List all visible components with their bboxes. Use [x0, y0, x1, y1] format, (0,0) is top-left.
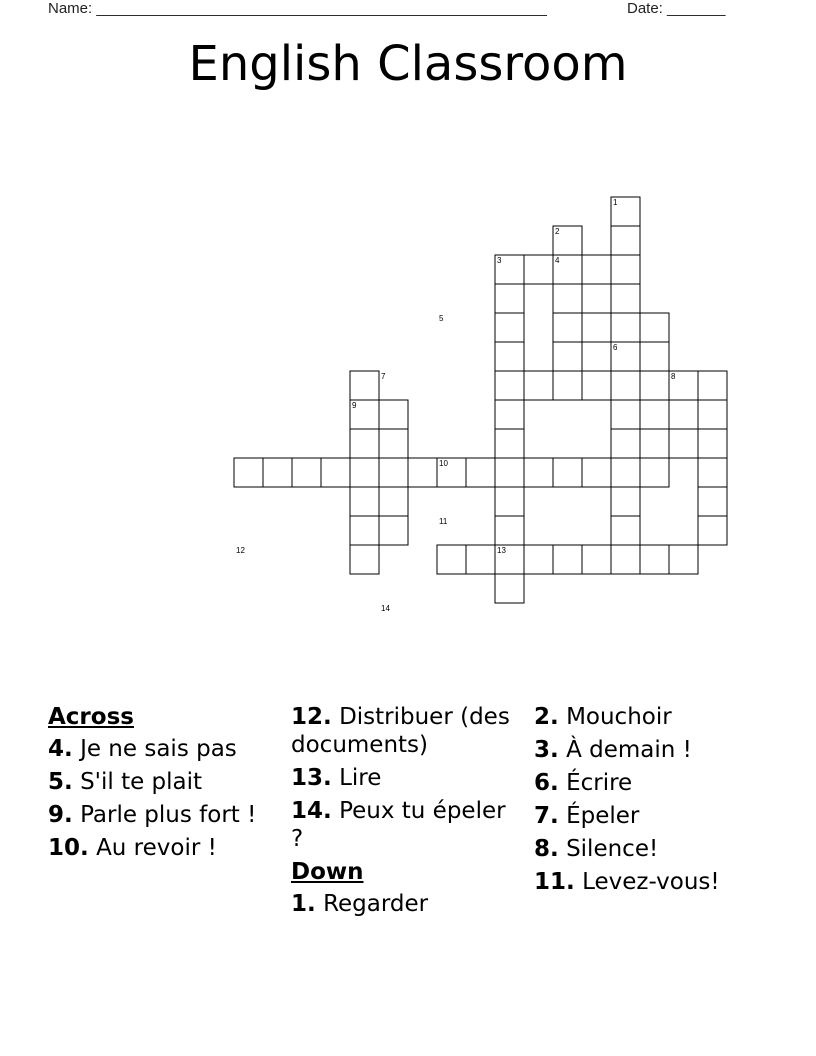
clue-down-7: 7. Épeler	[534, 803, 640, 829]
grid-cell[interactable]	[553, 458, 582, 487]
grid-cell[interactable]	[379, 487, 408, 516]
grid-cell[interactable]	[669, 429, 698, 458]
page-title: English Classroom	[188, 36, 628, 92]
grid-number: 4	[555, 256, 560, 265]
grid-cell[interactable]	[292, 458, 321, 487]
grid-cell[interactable]	[524, 255, 553, 284]
grid-cell[interactable]	[582, 255, 611, 284]
grid-cell[interactable]	[524, 545, 553, 574]
grid-cell[interactable]	[669, 545, 698, 574]
down-heading: Down	[291, 859, 364, 885]
clue-across-10: 10. Au revoir !	[48, 835, 217, 861]
grid-cell[interactable]	[466, 545, 495, 574]
grid-cell[interactable]	[611, 429, 640, 458]
clues-column-2	[291, 703, 516, 923]
grid-cell[interactable]	[350, 371, 379, 400]
clues-column-1	[48, 703, 268, 867]
grid-number: 9	[352, 401, 357, 410]
grid-cell[interactable]	[321, 458, 350, 487]
grid-number: 14	[381, 604, 390, 613]
grid-cell[interactable]	[611, 458, 640, 487]
grid-cell[interactable]	[698, 400, 727, 429]
grid-cell[interactable]	[495, 284, 524, 313]
grid-cell[interactable]	[640, 342, 669, 371]
grid-cell[interactable]	[611, 313, 640, 342]
grid-cell[interactable]	[611, 371, 640, 400]
grid-number: 6	[613, 343, 618, 352]
grid-number: 11	[439, 517, 448, 526]
grid-cell[interactable]	[466, 458, 495, 487]
clue-down-8: 8. Silence!	[534, 836, 659, 862]
grid-cell[interactable]	[640, 313, 669, 342]
grid-cell[interactable]	[611, 487, 640, 516]
grid-cell[interactable]	[524, 458, 553, 487]
clue-across-9: 9. Parle plus fort !	[48, 802, 257, 828]
grid-cell[interactable]	[379, 429, 408, 458]
grid-number: 7	[381, 372, 386, 381]
grid-cell[interactable]	[495, 400, 524, 429]
grid-cell[interactable]	[495, 371, 524, 400]
grid-number: 13	[497, 546, 506, 555]
grid-cell[interactable]	[495, 313, 524, 342]
date-field-label: Date: _______	[627, 0, 726, 17]
grid-cell[interactable]	[698, 487, 727, 516]
grid-number: 2	[555, 227, 560, 236]
grid-cell[interactable]	[698, 516, 727, 545]
clue-across-5: 5. S'il te plait	[48, 769, 203, 795]
grid-cell[interactable]	[640, 400, 669, 429]
grid-cell[interactable]	[698, 371, 727, 400]
grid-cell[interactable]	[350, 458, 379, 487]
grid-cell[interactable]	[234, 458, 263, 487]
grid-cell[interactable]	[611, 545, 640, 574]
clue-across-4: 4. Je ne sais pas	[48, 736, 237, 762]
grid-cell[interactable]	[553, 342, 582, 371]
clue-down-1: 1. Regarder	[291, 891, 429, 917]
grid-cell[interactable]	[553, 284, 582, 313]
grid-cell[interactable]	[582, 371, 611, 400]
clue-across-13: 13. Lire	[291, 765, 382, 791]
grid-cell[interactable]	[611, 516, 640, 545]
grid-cell[interactable]	[437, 545, 466, 574]
across-heading: Across	[48, 704, 134, 730]
grid-cell[interactable]	[640, 545, 669, 574]
grid-cell[interactable]	[495, 487, 524, 516]
grid-cell[interactable]	[408, 458, 437, 487]
grid-number: 5	[439, 314, 444, 323]
grid-cell[interactable]	[350, 516, 379, 545]
grid-cell[interactable]	[611, 284, 640, 313]
clue-down-11: 11. Levez-vous!	[534, 869, 720, 895]
clue-across-12: 12. Distribuer (des documents)	[291, 704, 510, 758]
grid-cell[interactable]	[263, 458, 292, 487]
grid-cell[interactable]	[350, 545, 379, 574]
grid-cell[interactable]	[350, 487, 379, 516]
clues-column-3	[534, 703, 764, 901]
grid-cell[interactable]	[379, 458, 408, 487]
grid-number: 12	[236, 546, 245, 555]
grid-number: 3	[497, 256, 502, 265]
grid-cell[interactable]	[640, 458, 669, 487]
grid-cell[interactable]	[495, 574, 524, 603]
clue-down-2: 2. Mouchoir	[534, 704, 672, 730]
grid-cell[interactable]	[611, 400, 640, 429]
grid-cell[interactable]	[495, 516, 524, 545]
grid-cell[interactable]	[379, 400, 408, 429]
grid-number: 10	[439, 459, 448, 468]
grid-cell[interactable]	[553, 313, 582, 342]
grid-cell[interactable]	[698, 429, 727, 458]
grid-cell[interactable]	[495, 458, 524, 487]
grid-cell[interactable]	[582, 313, 611, 342]
grid-cell[interactable]	[553, 371, 582, 400]
clue-across-14: 14. Peux tu épeler ?	[291, 798, 506, 852]
grid-cell[interactable]	[495, 342, 524, 371]
grid-cell[interactable]	[640, 371, 669, 400]
grid-cell[interactable]	[524, 371, 553, 400]
grid-cell[interactable]	[379, 516, 408, 545]
grid-cell[interactable]	[611, 226, 640, 255]
grid-cell[interactable]	[698, 458, 727, 487]
grid-cell[interactable]	[553, 545, 582, 574]
grid-cell[interactable]	[611, 255, 640, 284]
grid-cell[interactable]	[495, 429, 524, 458]
grid-number: 8	[671, 372, 676, 381]
grid-cell[interactable]	[640, 429, 669, 458]
grid-cell[interactable]	[582, 545, 611, 574]
clue-down-6: 6. Écrire	[534, 770, 633, 796]
grid-number: 1	[613, 198, 618, 207]
clue-down-3: 3. À demain !	[534, 737, 692, 763]
grid-cell[interactable]	[582, 458, 611, 487]
name-field-label: Name: ______________________________________________________	[48, 0, 547, 17]
grid-cell[interactable]	[350, 429, 379, 458]
